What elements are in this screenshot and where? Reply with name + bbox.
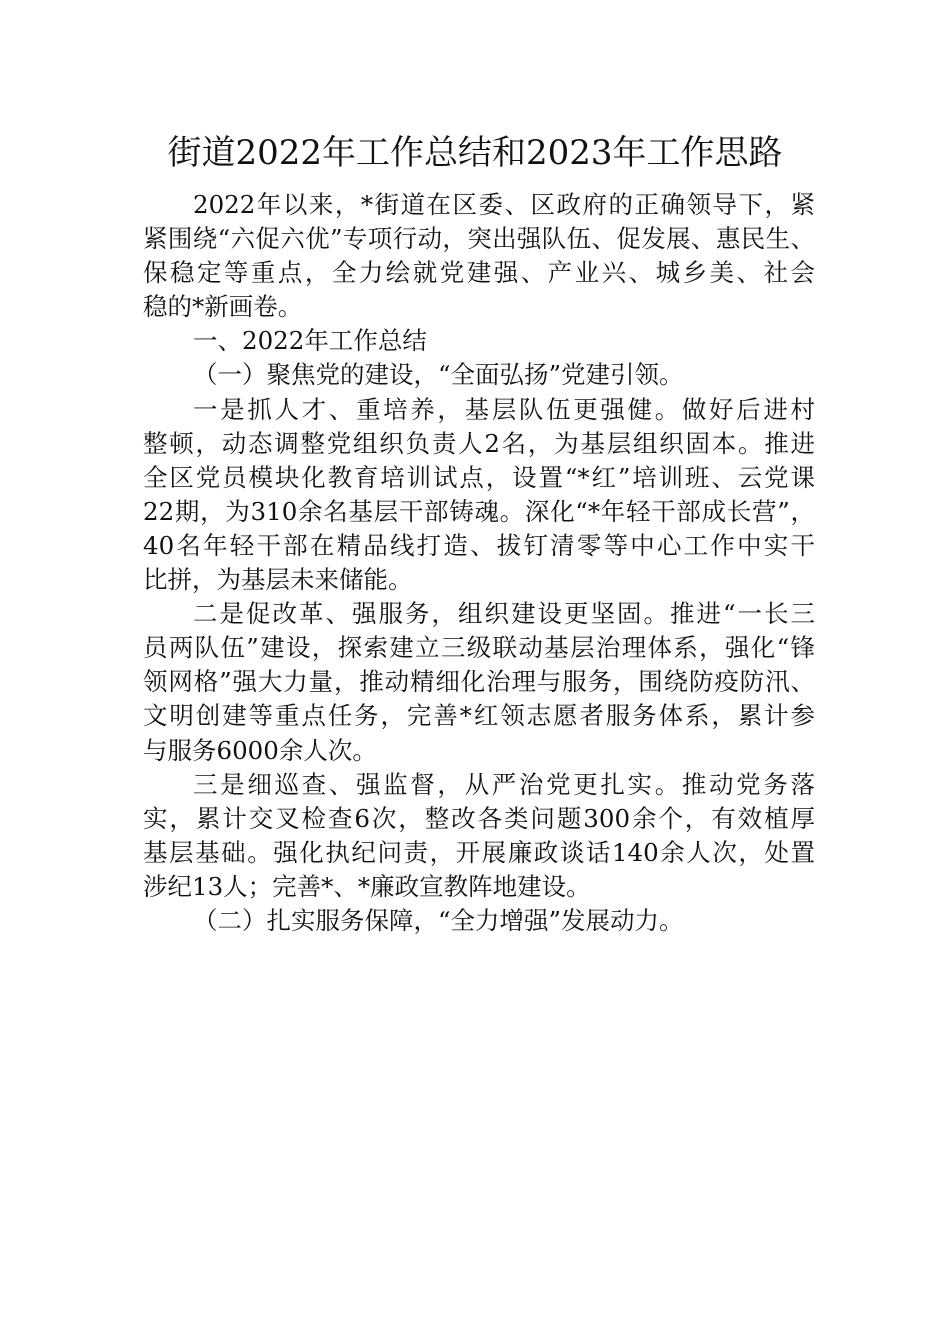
paragraph-item-one-line: 22期，为310余名基层干部铸魂。深化“*年轻干部成长营”， bbox=[143, 496, 815, 526]
paragraph-item-two-line: 文明创建等重点任务，完善*红领志愿者服务体系，累计参 bbox=[143, 701, 815, 731]
paragraph-item-three-line: 三是细巡查、强监督，从严治党更扎实。推动党务落 bbox=[193, 769, 815, 799]
paragraph-intro-line: 紧围绕“六促六优”专项行动，突出强队伍、促发展、惠民生、 bbox=[143, 224, 815, 254]
subsection-heading: （一）聚焦党的建设，“全面弘扬”党建引领。 bbox=[193, 360, 684, 390]
document-body bbox=[143, 188, 815, 938]
paragraph-item-one-line: 整顿，动态调整党组织负责人2名，为基层组织固本。推进 bbox=[143, 428, 815, 458]
paragraph-item-three-line: 涉纪13人；完善*、*廉政宣教阵地建设。 bbox=[143, 871, 591, 901]
paragraph-item-three-line: 基层基础。强化执纪问责，开展廉政谈话140余人次，处置 bbox=[143, 837, 815, 867]
paragraph-item-three-line: 实，累计交叉检查6次，整改各类问题300余个，有效植厚 bbox=[143, 803, 815, 833]
subsection-heading: （二）扎实服务保障，“全力增强”发展动力。 bbox=[193, 905, 684, 935]
paragraph-intro-line: 稳的*新画卷。 bbox=[143, 292, 303, 322]
paragraph-intro-line: 保稳定等重点，全力绘就党建强、产业兴、城乡美、社会 bbox=[143, 258, 815, 288]
paragraph-item-one-line: 一是抓人才、重培养，基层队伍更强健。做好后进村 bbox=[193, 394, 815, 424]
paragraph-item-one-line: 40名年轻干部在精品线打造、拔钉清零等中心工作中实干 bbox=[143, 530, 815, 560]
paragraph-item-one-line: 比拼，为基层未来储能。 bbox=[143, 565, 413, 595]
section-heading: 一、2022年工作总结 bbox=[193, 326, 427, 356]
paragraph-item-two-line: 二是促改革、强服务，组织建设更坚固。推进“一长三 bbox=[193, 599, 815, 629]
paragraph-item-two-line: 员两队伍”建设，探索建立三级联动基层治理体系，强化“锋 bbox=[143, 633, 815, 663]
paragraph-item-one-line: 全区党员模块化教育培训试点，设置“*红”培训班、云党课 bbox=[143, 462, 815, 492]
paragraph-item-two-line: 领网格”强大力量，推动精细化治理与服务，围绕防疫防汛、 bbox=[143, 667, 815, 697]
paragraph-item-two-line: 与服务6000余人次。 bbox=[143, 735, 377, 765]
document-title: 街道2022年工作总结和2023年工作思路 bbox=[167, 133, 783, 173]
paragraph-intro-line: 2022年以来，*街道在区委、区政府的正确领导下，紧 bbox=[193, 190, 815, 219]
